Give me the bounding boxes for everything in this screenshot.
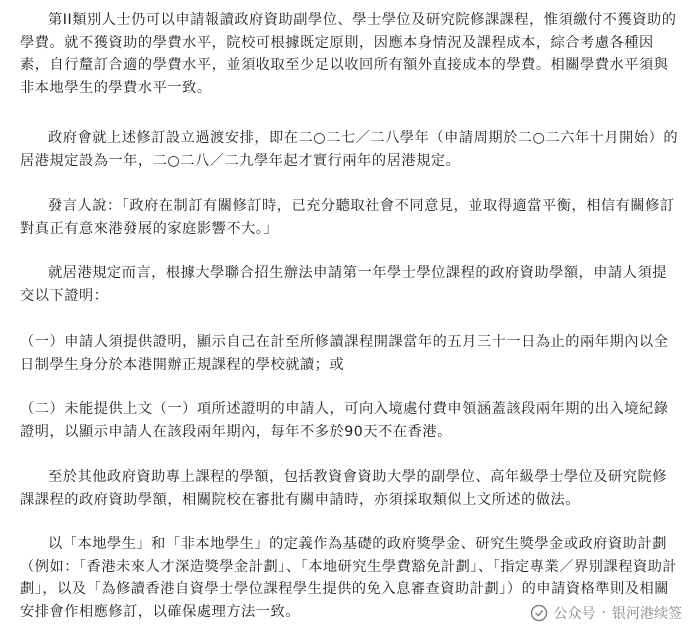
- watermark-account: 银河港续签: [612, 606, 682, 622]
- paragraph-residence-requirement: 就居港規定而言，根據大學聯合招生辦法申請第一年學士學位課程的政府資助學額，申請人須提交以下證明：: [20, 265, 667, 304]
- watermark-source: 公众号: [553, 606, 596, 622]
- paragraph-category-ii-fees: 第II類別人士仍可以申請報讀政府資助副學位、學士學位及研究院修課課程，惟須繳付不獲資助的學費。就不獲資助的學費水平，院校可根據既定原則，因應本身情況及課程成本，綜合考慮各種因素，自行釐訂合適的學費水平，並須收取至少足以收回所有額外直接成本的學費。相關學費水平須與非本地學生的學費水平一致。: [20, 12, 677, 96]
- watermark: [526, 601, 686, 625]
- paragraph-proof-item-two: （二）未能提供上文（一）項所述證明的申請人，可向入境處付費申領涵蓋該段兩年期的出入境紀錄證明，以顯示申請人在該段兩年期內，每年不多於90天不在香港。: [20, 401, 669, 440]
- watermark-separator: ·: [601, 605, 606, 621]
- paragraph-proof-item-one: （一）申請人須提供證明，顯示自己在計至所修讀課程開課當年的五月三十一日為止的兩年期內以全日制學生身分於本港開辦正規課程的學校就讀；或: [20, 334, 669, 373]
- paragraph-scholarship-eligibility: 以「本地學生」和「非本地學生」的定義作為基礎的政府獎學金、研究生獎學金或政府資助計劃（例如：「香港未來人才深造獎學金計劃」、「本地研究生學費豁免計劃」、「指定專業／界別課程資助計劃」，以及「為修讀香港自資學士學位課程學生提供的免入息審查資助計劃」）的申請資格準則及相關安排會作相應修訂，以確保處理方法一致。: [20, 536, 678, 620]
- paragraph-spokesperson-quote: 發言人說：「政府在制訂有關修訂時，已充分聽取社會不同意見，並取得適當平衡，相信有關修訂對真正有意來港發展的家庭影響不大。」: [20, 198, 675, 237]
- paragraph-other-funded-places: 至於其他政府資助專上課程的學額，包括教資會資助大學的副學位、高年級學士學位及研究院修課課程的政府資助學額，相關院校在審批有關申請時，亦須採取類似上文所述的做法。: [20, 469, 667, 508]
- paragraph-transition-arrangement: 政府會就上述修訂設立過渡安排，即在二○二七／二八學年（申請周期於二○二六年十月開始）的居港規定設為一年，二○二八／二九學年起才實行兩年的居港規定。: [20, 130, 679, 169]
- wechat-official-account-icon: [530, 604, 548, 622]
